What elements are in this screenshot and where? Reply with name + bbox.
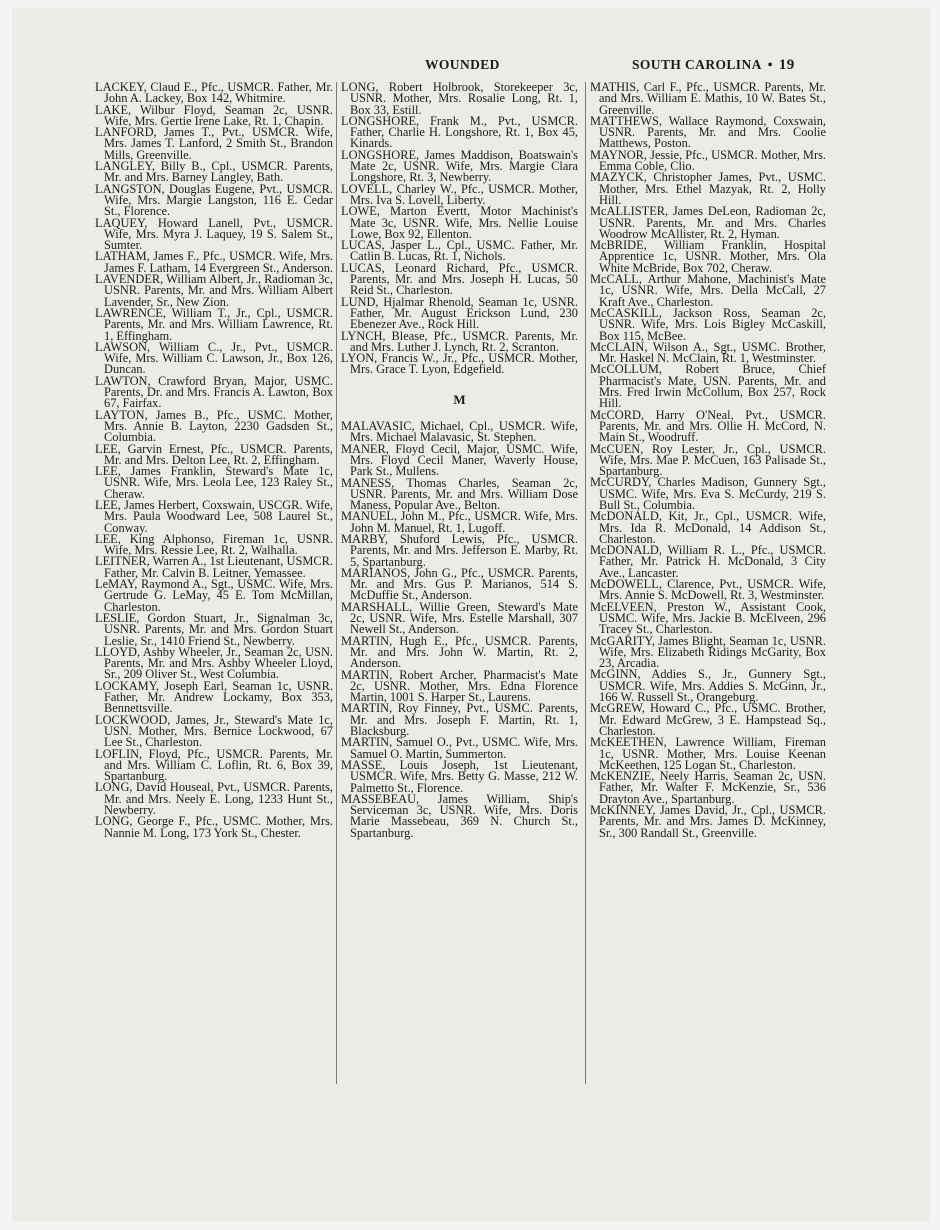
casualty-entry: MARTIN, Hugh E., Pfc., USMCR. Parents, Mr. and Mrs. John W. Martin, Rt. 2, Anderson. xyxy=(341,633,578,671)
casualty-entry: McCLAIN, Wilson A., Sgt., USMC. Brother, Mr. Haskel N. McClain, Rt. 1, Westminster. xyxy=(590,339,826,366)
casualty-entry: McKEETHEN, Lawrence William, Fireman 1c, USNR. Mother, Mrs. Louise Keenan McKeethen, 125 Logan St., Charleston. xyxy=(590,735,826,772)
casualty-entry: LYNCH, Blease, Pfc., USMCR. Parents, Mr. and Mrs. Luther J. Lynch, Rt. 2, Scranton. xyxy=(341,328,578,354)
casualty-entry: LOCKWOOD, James, Jr., Steward's Mate 1c, USN. Mother, Mrs. Bernice Lockwood, 67 Lee St., Charleston. xyxy=(95,712,333,750)
casualty-entry: McCORD, Harry O'Neal, Pvt., USMCR. Parents, Mr. and Mrs. Ollie H. McCord, N. Main St., Woodruff. xyxy=(590,407,826,445)
casualty-entry: McCOLLUM, Robert Bruce, Chief Pharmacist's Mate, USN. Parents, Mr. and Mrs. Fred Irwin McCollum, Box 257, Rock Hill. xyxy=(590,362,826,411)
casualty-entry: MANESS, Thomas Charles, Seaman 2c, USNR. Parents, Mr. and Mrs. William Dose Maness, Popular Ave., Belton. xyxy=(341,475,578,513)
casualty-entry: MARTIN, Roy Finney, Pvt., USMC. Parents, Mr. and Mrs. Joseph F. Martin, Rt. 1, Blacksburg. xyxy=(341,701,578,739)
casualty-entry: LAWRENCE, William T., Jr., Cpl., USMCR. Parents, Mr. and Mrs. William Lawrence, Rt. 1, Effingham. xyxy=(95,305,333,343)
casualty-entry: LUCAS, Jasper L., Cpl., USMC. Father, Mr. Catlin B. Lucas, Rt. 1, Nichols. xyxy=(341,238,578,264)
casualty-entry: McALLISTER, James DeLeon, Radioman 2c, USNR. Parents, Mr. and Mrs. Charles Woodrow McAllister, Rt. 2, Hyman. xyxy=(590,204,826,241)
casualty-entry: MARSHALL, Willie Green, Steward's Mate 2c, USNR. Wife, Mrs. Estelle Marshall, 307 Newell St., Anderson. xyxy=(341,599,578,637)
page-number: 19 xyxy=(778,57,795,73)
header-bullet: • xyxy=(767,57,773,72)
casualty-entry: McKINNEY, James David, Jr., Cpl., USMCR. Parents, Mr. and Mrs. James D. McKinney, Sr., 300 Randall St., Greenville. xyxy=(590,803,826,840)
casualty-entry: LOFLIN, Floyd, Pfc., USMCR. Parents, Mr. and Mrs. William C. Loflin, Rt. 6, Box 39, Spartanburg. xyxy=(95,746,333,784)
casualty-entry: McELVEEN, Preston W., Assistant Cook, USMC. Wife, Mrs. Jackie B. McElveen, 296 Tracey St., Charleston. xyxy=(590,599,826,637)
casualty-entry: LAWTON, Crawford Bryan, Major, USMC. Parents, Dr. and Mrs. Francis A. Lawton, Box 67, Fairfax. xyxy=(95,373,333,411)
casualty-entry: LUND, Hjalmar Rhenold, Seaman 1c, USNR. Father, Mr. August Erickson Lund, 230 Ebenezer Ave., Rock Hill. xyxy=(341,294,578,332)
casualty-entry: LEE, James Franklin, Steward's Mate 1c, USNR. Wife, Mrs. Leola Lee, 123 Raley St., Cheraw. xyxy=(95,464,333,501)
casualty-entry: McGINN, Addies S., Jr., Gunnery Sgt., USMCR. Wife, Mrs. Addies S. McGinn, Jr., 166 W. Russell St., Orangeburg. xyxy=(590,667,826,705)
casualty-entry: McKENZIE, Neely Harris, Seaman 2c, USN. Father, Mr. Walter F. McKenzie, Sr., 536 Drayton Ave., Spartanburg. xyxy=(590,769,826,806)
casualty-entry: LOWE, Marton Evertt, Motor Machinist's Mate 3c, USNR. Wife, Mrs. Nellie Louise Lowe, Box 92, Ellenton. xyxy=(341,204,578,241)
casualty-entry: LOCKAMY, Joseph Earl, Seaman 1c, USNR. Father, Mr. Andrew Lockamy, Box 353, Bennettsville. xyxy=(95,678,333,716)
casualty-entry: MASSE, Louis Joseph, 1st Lieutenant, USMCR. Wife, Mrs. Betty G. Masse, 212 W. Palmetto St., Florence. xyxy=(341,757,578,795)
section-title: WOUNDED xyxy=(425,57,500,72)
casualty-entry: LONGSHORE, Frank M., Pvt., USMCR. Father, Charlie H. Longshore, Rt. 1, Box 45, Kinards. xyxy=(341,113,578,151)
casualty-entry: LONG, Robert Holbrook, Storekeeper 3c, USNR. Mother, Mrs. Rosalie Long, Rt. 1, Box 33, Estill. xyxy=(341,80,578,117)
casualty-entry: McGREW, Howard C., Pfc., USMC. Brother, Mr. Edward McGrew, 3 E. Hampstead Sq., Charleston. xyxy=(590,701,826,738)
casualty-entry: MATHIS, Carl F., Pfc., USMCR. Parents, Mr. and Mrs. William E. Mathis, 10 W. Bates St., Greenville. xyxy=(590,80,826,117)
casualty-entry: LACKEY, Claud E., Pfc., USMCR. Father, Mr. John A. Lackey, Box 142, Whitmire. xyxy=(95,80,333,106)
casualty-entry: LAYTON, James B., Pfc., USMC. Mother, Mrs. Annie B. Layton, 2230 Gadsden St., Columbia. xyxy=(95,407,333,445)
casualty-entry: LeMAY, Raymond A., Sgt., USMC. Wife, Mrs. Gertrude G. LeMay, 45 E. Tom McMillan, Charleston. xyxy=(95,577,333,614)
casualty-entry: LYON, Francis W., Jr., Pfc., USMCR. Mother, Mrs. Grace T. Lyon, Edgefield. xyxy=(341,351,578,377)
casualty-entry: MARIANOS, John G., Pfc., USMCR. Parents, Mr. and Mrs. Gus P. Marianos, 514 S. McDuffie St., Anderson. xyxy=(341,565,578,603)
casualty-entry: MANUEL, John M., Pfc., USMCR. Wife, Mrs. John M. Manuel, Rt. 1, Lugoff. xyxy=(341,509,578,535)
casualty-entry: McDONALD, Kit, Jr., Cpl., USMCR. Wife, Mrs. Ida R. McDonald, 14 Addison St., Charleston. xyxy=(590,509,826,546)
column-1 xyxy=(95,82,333,839)
casualty-entry: McGARITY, James Blight, Seaman 1c, USNR. Wife, Mrs. Elizabeth Ridings McGarity, Box 23, Arcadia. xyxy=(590,633,826,671)
casualty-entry: LAKE, Wilbur Floyd, Seaman 2c, USNR. Wife, Mrs. Gertie Irene Lake, Rt. 1, Chapin. xyxy=(95,102,333,128)
casualty-entry: LANGSTON, Douglas Eugene, Pvt., USMCR. Wife, Mrs. Margie Langston, 116 E. Cedar St., Florence. xyxy=(95,181,333,219)
casualty-entry: MATTHEWS, Wallace Raymond, Coxswain, USNR. Parents, Mr. and Mrs. Coolie Matthews, Poston. xyxy=(590,113,826,151)
column-divider-2 xyxy=(585,82,586,1084)
casualty-entry: LEE, King Alphonso, Fireman 1c, USNR. Wife, Mrs. Ressie Lee, Rt. 2, Walhalla. xyxy=(95,531,333,558)
casualty-entry: McCUEN, Roy Lester, Jr., Cpl., USMCR. Wife, Mrs. Mae P. McCuen, 163 Palisade St., Spartanburg. xyxy=(590,441,826,479)
casualty-entry: McCASKILL, Jackson Ross, Seaman 2c, USNR. Wife, Mrs. Lois Bigley McCaskill, Box 115, McBee. xyxy=(590,305,826,343)
casualty-entry: LONG, David Houseal, Pvt., USMCR. Parents, Mr. and Mrs. Neely E. Long, 1233 Hunt St., Newberry. xyxy=(95,780,333,817)
casualty-entry: MANER, Floyd Cecil, Major, USMC. Wife, Mrs. Floyd Cecil Maner, Waverly House, Park St., Mullens. xyxy=(341,441,578,479)
casualty-entry: LAWSON, William C., Jr., Pvt., USMCR. Wife, Mrs. William C. Lawson, Jr., Box 126, Duncan. xyxy=(95,339,333,377)
casualty-entry: MARTIN, Samuel O., Pvt., USMC. Wife, Mrs. Samuel O. Martin, Summerton. xyxy=(341,735,578,761)
casualty-entry: LESLIE, Gordon Stuart, Jr., Signalman 3c, USNR. Parents, Mr. and Mrs. Gordon Stuart Leslie, Sr., 1410 Friend St., Newberry. xyxy=(95,610,333,648)
casualty-entry: McDOWELL, Clarence, Pvt., USMCR. Wife, Mrs. Annie S. McDowell, Rt. 3, Westminster. xyxy=(590,577,826,603)
casualty-entry: LEE, Garvin Ernest, Pfc., USMCR. Parents, Mr. and Mrs. Delton Lee, Rt. 2, Effingham. xyxy=(95,441,333,467)
casualty-entry: McBRIDE, William Franklin, Hospital Apprentice 1c, USNR. Mother, Mrs. Ola White McBride, Box 702, Cheraw. xyxy=(590,238,826,275)
casualty-entry: McCURDY, Charles Madison, Gunnery Sgt., USMC. Wife, Mrs. Eva S. McCurdy, 219 S. Bull St., Columbia. xyxy=(590,475,826,512)
section-letter-heading: M xyxy=(453,391,466,407)
casualty-entry: LUCAS, Leonard Richard, Pfc., USMCR. Parents, Mr. and Mrs. Joseph H. Lucas, 50 Reid St., Charleston. xyxy=(341,260,578,298)
casualty-entry: MAYNOR, Jessie, Pfc., USMCR. Mother, Mrs. Emma Coble, Clio. xyxy=(590,147,826,174)
column-2 xyxy=(341,82,578,839)
running-header xyxy=(632,57,795,74)
casualty-entry: LATHAM, James F., Pfc., USMCR. Wife, Mrs. James F. Latham, 14 Evergreen St., Anderson. xyxy=(95,249,333,275)
casualty-entry: McDONALD, William R. L., Pfc., USMCR. Father, Mr. Patrick H. McDonald, 3 City Ave., Lancaster. xyxy=(590,543,826,580)
casualty-entry: LONGSHORE, James Maddison, Boatswain's Mate 2c, USNR. Wife, Mrs. Margie Clara Longshore, Rt. 3, Newberry. xyxy=(341,147,578,185)
casualty-entry: LLOYD, Ashby Wheeler, Jr., Seaman 2c, USN. Parents, Mr. and Mrs. Ashby Wheeler Lloyd, Sr., 209 Oliver St., West Columbia. xyxy=(95,644,333,682)
column-divider-1 xyxy=(336,82,337,1084)
casualty-entry: LEE, James Herbert, Coxswain, USCGR. Wife, Mrs. Paula Woodward Lee, 508 Laurel St., Conway. xyxy=(95,497,333,535)
state-name: SOUTH CAROLINA xyxy=(632,57,762,72)
casualty-entry: MARTIN, Robert Archer, Pharmacist's Mate 2c, USNR. Mother, Mrs. Edna Florence Martin, 1001 S. Harper St., Laurens. xyxy=(341,667,578,705)
casualty-entry: LAQUEY, Howard Lanell, Pvt., USMCR. Wife, Mrs. Myra J. Laquey, 19 S. Salem St., Sumter. xyxy=(95,215,333,253)
casualty-entry: MALAVASIC, Michael, Cpl., USMCR. Wife, Mrs. Michael Malavasic, St. Stephen. xyxy=(341,419,578,445)
casualty-entry: LOVELL, Charley W., Pfc., USMCR. Mother, Mrs. Iva S. Lovell, Liberty. xyxy=(341,181,578,207)
column-3 xyxy=(590,82,826,839)
casualty-entry: MARBY, Shuford Lewis, Pfc., USMCR. Parents, Mr. and Mrs. Jefferson E. Marby, Rt. 5, Spartanburg. xyxy=(341,531,578,569)
casualty-entry: LAVENDER, William Albert, Jr., Radioman 3c, USNR. Parents, Mr. and Mrs. William Albert Lavender, Sr., New Zion. xyxy=(95,272,333,309)
casualty-entry: MASSEBEAU, James William, Ship's Serviceman 3c, USNR. Wife, Mrs. Doris Marie Massebeau, 369 N. Church St., Spartanburg. xyxy=(341,791,578,840)
casualty-entry: LONG, George F., Pfc., USMC. Mother, Mrs. Nannie M. Long, 173 York St., Chester. xyxy=(95,814,333,840)
casualty-entry: MAZYCK, Christopher James, Pvt., USMC. Mother, Mrs. Ethel Mazyak, Rt. 2, Holly Hill. xyxy=(590,170,826,207)
casualty-entry: LANFORD, James T., Pvt., USMCR. Wife, Mrs. James T. Lanford, 2 Smith St., Brandon Mills, Greenville. xyxy=(95,125,333,162)
casualty-entry: McCALL, Arthur Mahone, Machinist's Mate 1c, USNR. Wife, Mrs. Della McCall, 27 Kraft Ave., Charleston. xyxy=(590,272,826,309)
casualty-entry: LEITNER, Warren A., 1st Lieutenant, USMCR. Father, Mr. Calvin B. Leitner, Yemassee. xyxy=(95,554,333,580)
casualty-entry: LANGLEY, Billy B., Cpl., USMCR. Parents, Mr. and Mrs. Barney Langley, Bath. xyxy=(95,159,333,185)
